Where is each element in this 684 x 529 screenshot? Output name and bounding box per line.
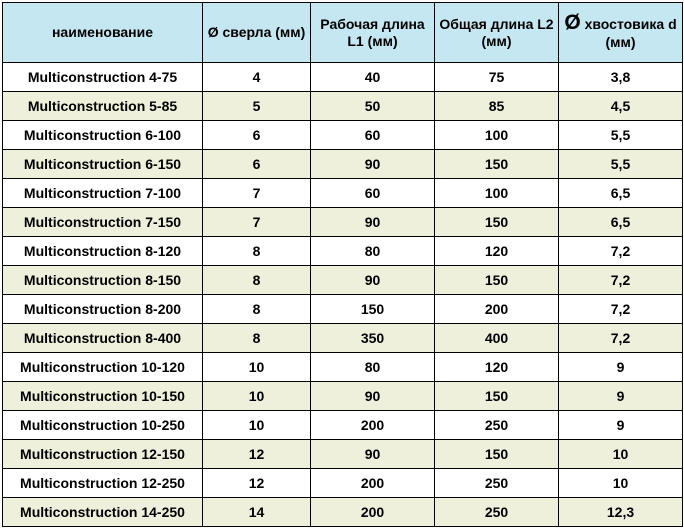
- header-total-length: Общая длина L2 (мм): [435, 3, 559, 63]
- cell-shank-diameter: 10: [559, 440, 683, 469]
- diameter-symbol: Ø: [564, 11, 581, 34]
- cell-total-length: 150: [435, 382, 559, 411]
- cell-shank-diameter: 7,2: [559, 324, 683, 353]
- cell-working-length: 60: [311, 121, 435, 150]
- cell-drill-diameter: 8: [203, 295, 311, 324]
- cell-shank-diameter: 6,5: [559, 179, 683, 208]
- cell-name: Multiconstruction 8-150: [3, 266, 203, 295]
- header-shank-diameter: [559, 3, 683, 63]
- cell-working-length: 90: [311, 150, 435, 179]
- table-row: [3, 324, 683, 353]
- cell-shank-diameter: 4,5: [559, 92, 683, 121]
- cell-name: Multiconstruction 6-100: [3, 121, 203, 150]
- header-name: наименование: [3, 3, 203, 63]
- cell-shank-diameter: 9: [559, 411, 683, 440]
- cell-total-length: 150: [435, 150, 559, 179]
- cell-total-length: 200: [435, 295, 559, 324]
- table-row: [3, 92, 683, 121]
- cell-total-length: 150: [435, 440, 559, 469]
- header-shank-diameter-label: хвостовика d (мм): [584, 16, 677, 50]
- header-working-length: Рабочая длина L1 (мм): [311, 3, 435, 63]
- cell-working-length: 200: [311, 498, 435, 527]
- cell-shank-diameter: 7,2: [559, 237, 683, 266]
- cell-shank-diameter: 6,5: [559, 208, 683, 237]
- cell-name: Multiconstruction 8-200: [3, 295, 203, 324]
- cell-working-length: 80: [311, 353, 435, 382]
- cell-shank-diameter: 9: [559, 382, 683, 411]
- cell-drill-diameter: 6: [203, 121, 311, 150]
- table-body: [3, 63, 683, 527]
- cell-drill-diameter: 4: [203, 63, 311, 92]
- table-row: [3, 266, 683, 295]
- cell-total-length: 250: [435, 498, 559, 527]
- cell-total-length: 120: [435, 353, 559, 382]
- cell-shank-diameter: 7,2: [559, 295, 683, 324]
- cell-total-length: 250: [435, 469, 559, 498]
- cell-total-length: 120: [435, 237, 559, 266]
- cell-total-length: 85: [435, 92, 559, 121]
- cell-working-length: 80: [311, 237, 435, 266]
- cell-drill-diameter: 14: [203, 498, 311, 527]
- cell-working-length: 200: [311, 469, 435, 498]
- table-row: [3, 63, 683, 92]
- cell-shank-diameter: 10: [559, 469, 683, 498]
- cell-shank-diameter: 7,2: [559, 266, 683, 295]
- cell-working-length: 90: [311, 440, 435, 469]
- cell-working-length: 90: [311, 208, 435, 237]
- cell-name: Multiconstruction 8-400: [3, 324, 203, 353]
- table-row: [3, 121, 683, 150]
- table-row: [3, 469, 683, 498]
- table-row: [3, 208, 683, 237]
- cell-name: Multiconstruction 12-150: [3, 440, 203, 469]
- cell-drill-diameter: 12: [203, 469, 311, 498]
- cell-total-length: 400: [435, 324, 559, 353]
- cell-name: Multiconstruction 8-120: [3, 237, 203, 266]
- cell-shank-diameter: 3,8: [559, 63, 683, 92]
- cell-total-length: 250: [435, 411, 559, 440]
- table-row: [3, 353, 683, 382]
- table-row: [3, 237, 683, 266]
- cell-drill-diameter: 8: [203, 266, 311, 295]
- table-row: [3, 295, 683, 324]
- cell-working-length: 350: [311, 324, 435, 353]
- table-row: [3, 382, 683, 411]
- cell-drill-diameter: 10: [203, 353, 311, 382]
- drill-spec-table: [2, 2, 683, 527]
- cell-working-length: 60: [311, 179, 435, 208]
- cell-working-length: 150: [311, 295, 435, 324]
- table-row: [3, 150, 683, 179]
- cell-drill-diameter: 8: [203, 324, 311, 353]
- cell-name: Multiconstruction 10-150: [3, 382, 203, 411]
- cell-name: Multiconstruction 12-250: [3, 469, 203, 498]
- cell-working-length: 90: [311, 382, 435, 411]
- cell-drill-diameter: 10: [203, 411, 311, 440]
- table-row: [3, 498, 683, 527]
- table-row: [3, 440, 683, 469]
- cell-shank-diameter: 12,3: [559, 498, 683, 527]
- cell-drill-diameter: 5: [203, 92, 311, 121]
- cell-drill-diameter: 7: [203, 208, 311, 237]
- cell-name: Multiconstruction 6-150: [3, 150, 203, 179]
- table-row: [3, 411, 683, 440]
- table-row: [3, 179, 683, 208]
- cell-total-length: 150: [435, 208, 559, 237]
- cell-shank-diameter: 9: [559, 353, 683, 382]
- header-drill-diameter: Ø сверла (мм): [203, 3, 311, 63]
- cell-name: Multiconstruction 5-85: [3, 92, 203, 121]
- cell-name: Multiconstruction 7-150: [3, 208, 203, 237]
- cell-drill-diameter: 7: [203, 179, 311, 208]
- cell-total-length: 100: [435, 179, 559, 208]
- cell-working-length: 50: [311, 92, 435, 121]
- table-header-row: [3, 3, 683, 63]
- cell-drill-diameter: 6: [203, 150, 311, 179]
- cell-name: Multiconstruction 7-100: [3, 179, 203, 208]
- cell-name: Multiconstruction 10-120: [3, 353, 203, 382]
- cell-drill-diameter: 12: [203, 440, 311, 469]
- cell-shank-diameter: 5,5: [559, 150, 683, 179]
- cell-total-length: 150: [435, 266, 559, 295]
- cell-name: Multiconstruction 14-250: [3, 498, 203, 527]
- cell-shank-diameter: 5,5: [559, 121, 683, 150]
- cell-working-length: 90: [311, 266, 435, 295]
- cell-drill-diameter: 10: [203, 382, 311, 411]
- cell-total-length: 100: [435, 121, 559, 150]
- cell-drill-diameter: 8: [203, 237, 311, 266]
- cell-working-length: 200: [311, 411, 435, 440]
- cell-name: Multiconstruction 4-75: [3, 63, 203, 92]
- cell-working-length: 40: [311, 63, 435, 92]
- cell-name: Multiconstruction 10-250: [3, 411, 203, 440]
- cell-total-length: 75: [435, 63, 559, 92]
